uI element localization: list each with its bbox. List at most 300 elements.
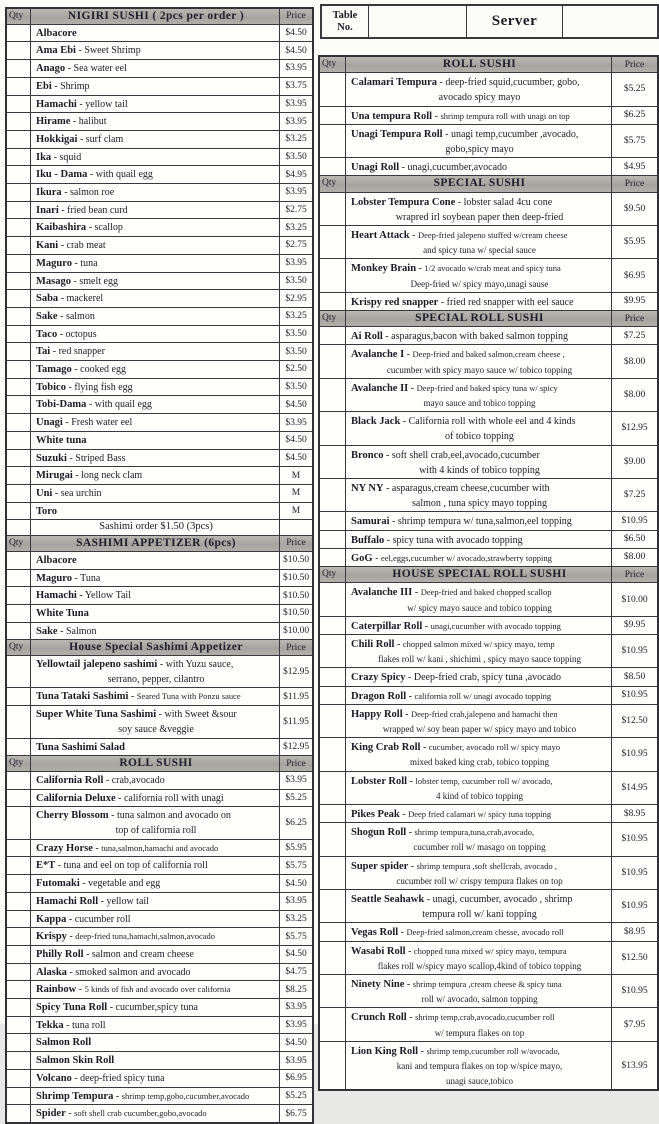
qty-cell[interactable]: [7, 790, 31, 807]
menu-item-row: [7, 739, 312, 757]
qty-cell[interactable]: [7, 450, 31, 467]
qty-cell[interactable]: [320, 345, 346, 377]
qty-cell[interactable]: [320, 73, 346, 105]
qty-cell[interactable]: [7, 25, 31, 42]
item-line: [36, 911, 276, 928]
price-header-cell: Price: [611, 176, 657, 191]
qty-cell[interactable]: [320, 805, 346, 822]
item-line: [36, 1052, 276, 1069]
item-price: $8.95: [611, 805, 657, 822]
qty-cell[interactable]: [7, 1105, 31, 1122]
item-line: [36, 308, 276, 325]
qty-cell[interactable]: [320, 772, 346, 804]
item-desc: Deep-fried jalepeno stuffed w/cream cheese: [417, 230, 568, 241]
item-price: $6.25: [611, 107, 657, 124]
qty-cell[interactable]: [7, 570, 31, 587]
qty-cell[interactable]: [7, 219, 31, 236]
item-desc: smelt egg: [79, 275, 118, 287]
qty-cell[interactable]: [320, 107, 346, 124]
menu-item-row: [320, 226, 657, 259]
qty-cell[interactable]: [7, 184, 31, 201]
item-separator: -: [416, 263, 425, 275]
item-price: $12.95: [279, 739, 312, 756]
menu-item-row: [7, 96, 312, 114]
item-separator: -: [418, 1045, 427, 1057]
qty-cell[interactable]: [7, 202, 31, 219]
item-desc: with Yuzu sauce,: [165, 659, 234, 671]
item-name-cell: [31, 605, 279, 622]
menu-item-row: [7, 25, 312, 43]
item-line: [351, 923, 608, 940]
qty-cell[interactable]: [7, 361, 31, 378]
item-name-cell: [31, 552, 279, 569]
qty-cell[interactable]: [320, 668, 346, 685]
qty-cell[interactable]: [7, 893, 31, 910]
item-price: $5.95: [279, 840, 312, 857]
item-name: Suzuki: [36, 452, 67, 464]
item-separator: -: [98, 895, 107, 907]
item-name-cell: [31, 739, 279, 756]
item-name-cell: [31, 893, 279, 910]
item-desc-continued: and spicy tuna w/ special sauce: [423, 245, 536, 256]
item-name: Philly Roll: [36, 948, 84, 960]
item-price: $3.95: [279, 999, 312, 1016]
qty-cell[interactable]: [7, 911, 31, 928]
qty-cell[interactable]: [7, 964, 31, 981]
item-name-cell: [31, 414, 279, 431]
item-name-cell: [31, 656, 279, 687]
table-no-label: [322, 6, 369, 37]
item-name: Spicy Tuna Roll: [36, 1002, 108, 1014]
qty-cell[interactable]: [7, 739, 31, 756]
item-line: [36, 184, 276, 201]
qty-cell[interactable]: [320, 531, 346, 548]
item-name: Hamachi: [36, 590, 77, 602]
item-desc: unagi, cucumber, avocado , shrimp: [432, 893, 573, 905]
qty-cell[interactable]: [7, 605, 31, 622]
item-price: $3.95: [279, 414, 312, 431]
section-title: SPECIAL ROLL SUSHI: [415, 312, 544, 325]
qty-cell[interactable]: [7, 706, 31, 737]
item-line: [36, 605, 276, 622]
qty-cell[interactable]: [7, 414, 31, 431]
item-name-cell: [346, 158, 611, 175]
item-price: $8.50: [611, 668, 657, 685]
item-name: Vegas Roll: [351, 927, 399, 939]
item-desc: shrimp tempura ,soft shellcrab, avocado ,: [416, 860, 557, 871]
qty-cell[interactable]: [7, 999, 31, 1016]
item-name: Seattle Seahawk: [351, 893, 425, 905]
item-line: [36, 202, 276, 219]
item-name-cell: [31, 688, 279, 705]
qty-cell[interactable]: [7, 587, 31, 604]
qty-cell[interactable]: [7, 1070, 31, 1087]
item-separator: -: [62, 417, 72, 429]
qty-cell[interactable]: [320, 125, 346, 157]
qty-cell[interactable]: [7, 131, 31, 148]
item-name: Iku - Dama: [36, 169, 88, 181]
qty-cell[interactable]: [320, 1008, 346, 1040]
item-separator: -: [57, 625, 66, 637]
qty-header-cell: Qty: [7, 756, 31, 771]
item-name: NY NY: [351, 483, 384, 495]
item-line: [351, 583, 608, 600]
item-separator: -: [57, 328, 66, 340]
qty-cell[interactable]: [7, 1052, 31, 1069]
item-price: $3.95: [279, 1017, 312, 1034]
qty-cell[interactable]: [7, 688, 31, 705]
item-separator: -: [113, 1090, 122, 1102]
qty-cell[interactable]: [7, 857, 31, 874]
qty-cell[interactable]: [320, 327, 346, 344]
item-separator: -: [384, 534, 393, 546]
item-name: Ai Roll: [351, 331, 383, 343]
item-name-cell: [346, 73, 611, 105]
qty-cell[interactable]: [7, 149, 31, 166]
item-price: $4.50: [279, 1034, 312, 1051]
item-name-cell: [346, 512, 611, 529]
item-line: [36, 219, 276, 236]
item-separator: -: [406, 1012, 416, 1024]
item-name-cell: [31, 1017, 279, 1034]
item-desc-continued: mixed baked king crab, tobico topping: [410, 757, 549, 768]
menu-item-row: [7, 981, 312, 999]
item-separator: -: [76, 590, 85, 602]
qty-cell[interactable]: [7, 981, 31, 998]
item-name: Happy Roll: [351, 708, 403, 720]
item-name-cell: [31, 131, 279, 148]
qty-cell[interactable]: [7, 928, 31, 945]
item-name-cell: [31, 60, 279, 77]
qty-cell[interactable]: [7, 42, 31, 59]
item-desc: shrimp temp,gobo,cucumber,avocado: [121, 1090, 250, 1101]
menu-item-row: [320, 73, 657, 106]
item-name-cell: [346, 107, 611, 124]
item-price: $8.25: [279, 981, 312, 998]
item-line: [36, 396, 276, 413]
item-line: [36, 857, 276, 874]
item-name-cell: [346, 805, 611, 822]
item-name-cell: [31, 308, 279, 325]
section-title: SPECIAL SUSHI: [433, 177, 526, 190]
qty-cell[interactable]: [7, 552, 31, 569]
item-desc-continued: w/ spicy mayo sauce and tobico topping: [407, 602, 552, 613]
qty-cell[interactable]: [7, 379, 31, 396]
item-price: $10.00: [279, 623, 312, 640]
menu-item-row: [320, 293, 657, 311]
item-name-cell: [31, 432, 279, 449]
item-desc-continued: avocado spicy mayo: [438, 92, 521, 104]
item-separator: -: [65, 63, 74, 75]
item-line: [36, 807, 276, 824]
item-price: $2.75: [279, 202, 312, 219]
item-desc: yellow tail: [106, 895, 149, 907]
item-name: California Deluxe: [36, 792, 116, 804]
item-line: [36, 78, 276, 95]
item-separator: -: [58, 240, 67, 252]
item-name-cell: [31, 450, 279, 467]
item-desc: Deep-fried and baked spicy tuna w/ spicy: [416, 382, 558, 393]
section-header-row: [7, 9, 312, 25]
item-separator: -: [58, 293, 67, 305]
qty-cell[interactable]: [7, 432, 31, 449]
menu-item-row: [7, 273, 312, 291]
item-price: $14.95: [611, 772, 657, 804]
item-price: $3.25: [279, 911, 312, 928]
item-name-cell: [346, 687, 611, 704]
item-name: Tai: [36, 346, 51, 358]
qty-cell[interactable]: [7, 237, 31, 254]
item-name: Samurai: [351, 516, 390, 528]
item-separator: -: [115, 792, 124, 804]
item-desc: unagi,cucumber,avocado: [407, 162, 508, 174]
item-price: $2.50: [279, 361, 312, 378]
menu-item-row: [320, 549, 657, 567]
qty-cell[interactable]: [320, 158, 346, 175]
item-name: Shrimp Tempura: [36, 1090, 114, 1102]
item-desc: vegetable and egg: [88, 878, 161, 890]
menu-item-row: [7, 219, 312, 237]
item-separator: -: [404, 349, 413, 361]
section-title: NIGIRI SUSHI ( 2pcs per order ): [67, 10, 245, 22]
item-name-cell: [31, 326, 279, 343]
item-desc: Deep-fried salmon,cream chesse, avocado roll: [406, 927, 564, 938]
qty-cell[interactable]: [320, 193, 346, 225]
qty-cell[interactable]: [7, 343, 31, 360]
item-name: E*T: [36, 860, 56, 872]
item-line: [36, 893, 276, 910]
qty-cell[interactable]: [320, 446, 346, 478]
item-name-cell: [346, 479, 611, 511]
qty-cell[interactable]: [7, 520, 31, 535]
item-line: [351, 226, 608, 243]
qty-cell[interactable]: [320, 857, 346, 889]
item-name-cell: [31, 807, 279, 838]
server-field[interactable]: [563, 6, 657, 37]
item-desc: crab meat: [66, 240, 106, 252]
qty-cell[interactable]: [7, 1017, 31, 1034]
qty-cell[interactable]: [320, 549, 346, 566]
qty-cell[interactable]: [320, 738, 346, 770]
qty-cell[interactable]: [320, 890, 346, 922]
item-name: Tobi-Dama: [36, 399, 87, 411]
item-line: [36, 1017, 276, 1034]
item-desc-continued: tempura roll w/ kani topping: [422, 909, 537, 921]
qty-cell[interactable]: [7, 485, 31, 502]
qty-cell[interactable]: [7, 875, 31, 892]
item-desc: Fresh water eel: [71, 417, 133, 429]
item-name: Maguro: [36, 572, 72, 584]
item-separator: -: [400, 416, 409, 428]
item-desc: asparagus,cream cheese,cucumber with: [391, 483, 550, 495]
item-line: [351, 345, 608, 362]
qty-header-cell: Qty: [7, 536, 31, 551]
qty-cell[interactable]: [320, 512, 346, 529]
item-name-cell: [31, 42, 279, 59]
qty-cell[interactable]: [320, 479, 346, 511]
table-no-field[interactable]: [369, 6, 467, 37]
qty-cell[interactable]: [320, 687, 346, 704]
item-separator: -: [86, 399, 95, 411]
item-line: [36, 552, 276, 569]
item-name: Kani: [36, 240, 59, 252]
item-desc-continued: wrapped w/ soy bean paper w/ spicy mayo and tobico: [382, 723, 577, 734]
item-name-cell: [346, 705, 611, 737]
qty-cell[interactable]: [320, 923, 346, 940]
menu-item-row: [320, 942, 657, 975]
qty-cell[interactable]: [7, 840, 31, 857]
item-price: $4.50: [279, 875, 312, 892]
item-separator: -: [87, 169, 96, 181]
qty-cell[interactable]: [7, 113, 31, 130]
item-name-cell: [31, 999, 279, 1016]
qty-cell[interactable]: [320, 617, 346, 634]
item-desc: soft shell crab,eel,avocado,cucumber: [391, 449, 540, 461]
item-line: [351, 823, 608, 840]
item-price: $3.95: [279, 184, 312, 201]
item-separator: -: [408, 382, 417, 394]
qty-cell[interactable]: [320, 226, 346, 258]
item-line: [36, 485, 276, 502]
qty-cell[interactable]: [320, 412, 346, 444]
item-line: [351, 668, 608, 685]
item-name-cell: [31, 623, 279, 640]
qty-cell[interactable]: [320, 823, 346, 855]
item-price: $11.95: [279, 706, 312, 737]
item-name: Ebi: [36, 80, 52, 92]
section-title: House Special Sashimi Appetizer: [69, 641, 243, 654]
item-desc: spicy tuna with avocado topping: [392, 534, 523, 546]
item-line: [351, 687, 608, 704]
item-separator: -: [71, 364, 81, 376]
item-line: [36, 290, 276, 307]
qty-cell[interactable]: [320, 293, 346, 310]
qty-cell[interactable]: [320, 583, 346, 615]
item-name: Shogun Roll: [351, 827, 407, 839]
menu-item-row: [7, 202, 312, 220]
qty-cell[interactable]: [7, 326, 31, 343]
qty-cell[interactable]: [7, 273, 31, 290]
section-header-row: [7, 536, 312, 552]
item-price: $10.95: [611, 635, 657, 667]
qty-cell[interactable]: [7, 623, 31, 640]
item-desc: shrimp temp,crab,avocado,cucumber roll: [415, 1012, 555, 1023]
item-price: $5.25: [279, 1088, 312, 1105]
item-desc: flying fish egg: [74, 381, 133, 393]
qty-cell[interactable]: [320, 259, 346, 291]
menu-item-row: [320, 583, 657, 616]
item-price: $10.95: [611, 890, 657, 922]
item-name-cell: [346, 738, 611, 770]
qty-cell[interactable]: [7, 656, 31, 687]
qty-cell[interactable]: [7, 290, 31, 307]
item-line: [36, 688, 276, 705]
item-separator: -: [52, 487, 61, 499]
qty-cell[interactable]: [320, 942, 346, 974]
item-separator: -: [372, 552, 381, 564]
item-name-cell: [346, 549, 611, 566]
qty-cell[interactable]: [7, 60, 31, 77]
qty-cell[interactable]: [7, 96, 31, 113]
item-price: $7.25: [611, 327, 657, 344]
item-desc: Striped Bass: [75, 452, 126, 464]
menu-item-row: [7, 343, 312, 361]
item-separator: -: [404, 978, 413, 990]
item-name-cell: [31, 361, 279, 378]
menu-item-row: [7, 1070, 312, 1088]
qty-cell[interactable]: [320, 975, 346, 1007]
item-desc: unagi temp,cucumber ,avocado,: [450, 128, 579, 140]
item-name-cell: [346, 412, 611, 444]
item-price: $7.25: [611, 479, 657, 511]
item-line: [351, 446, 608, 463]
item-desc: tuna and eel on top of california roll: [63, 860, 208, 872]
qty-cell[interactable]: [320, 705, 346, 737]
item-separator: -: [406, 827, 415, 839]
item-desc: deep-fried tuna,hamachi,salmon,avocado: [75, 931, 215, 942]
item-price: $10.95: [611, 687, 657, 704]
menu-item-row: [320, 531, 657, 549]
item-desc: scallop: [94, 222, 123, 234]
qty-cell[interactable]: [320, 635, 346, 667]
section-title: ROLL SUSHI: [442, 58, 517, 70]
item-desc-continued: gobo,spicy mayo: [445, 144, 514, 156]
item-line: [36, 772, 276, 789]
qty-cell[interactable]: [7, 772, 31, 789]
menu-item-row: [7, 237, 312, 255]
item-price: $9.00: [611, 446, 657, 478]
qty-cell[interactable]: [320, 379, 346, 411]
item-name: Tuna Sashimi Salad: [36, 741, 125, 753]
section-title: HOUSE SPECIAL ROLL SUSHI: [392, 568, 567, 581]
item-name-cell: [31, 772, 279, 789]
item-desc: cucumber,spicy tuna: [115, 1002, 198, 1014]
qty-cell[interactable]: [7, 308, 31, 325]
qty-cell[interactable]: [7, 946, 31, 963]
item-separator: -: [65, 381, 75, 393]
qty-cell[interactable]: [7, 255, 31, 272]
qty-cell[interactable]: [320, 1042, 346, 1090]
qty-cell[interactable]: [7, 467, 31, 484]
item-price: $3.95: [279, 1052, 312, 1069]
item-separator: -: [412, 587, 421, 599]
item-line: [36, 875, 276, 892]
item-line: [36, 656, 276, 673]
item-name: Toro: [36, 505, 58, 517]
item-separator: -: [437, 77, 446, 89]
item-price: $4.50: [279, 432, 312, 449]
item-desc: deep-fried squid,cucumber, gobo,: [445, 77, 580, 89]
item-price: $10.95: [611, 823, 657, 855]
item-line: [351, 890, 608, 907]
item-name: Inari: [36, 204, 59, 216]
qty-cell[interactable]: [7, 396, 31, 413]
qty-header-cell: Qty: [7, 640, 31, 655]
menu-item-row: [7, 60, 312, 78]
item-name: Hokkigai: [36, 133, 78, 145]
item-separator: -: [407, 775, 416, 787]
menu-item-row: [320, 259, 657, 292]
qty-cell[interactable]: [7, 1034, 31, 1051]
qty-cell[interactable]: [7, 78, 31, 95]
qty-header-cell: Qty: [320, 176, 346, 191]
item-name: Buffalo: [351, 534, 385, 546]
item-name: Black Jack: [351, 416, 401, 428]
qty-cell[interactable]: [7, 1088, 31, 1105]
qty-cell[interactable]: [7, 807, 31, 838]
qty-cell[interactable]: [7, 503, 31, 520]
qty-cell[interactable]: [7, 166, 31, 183]
